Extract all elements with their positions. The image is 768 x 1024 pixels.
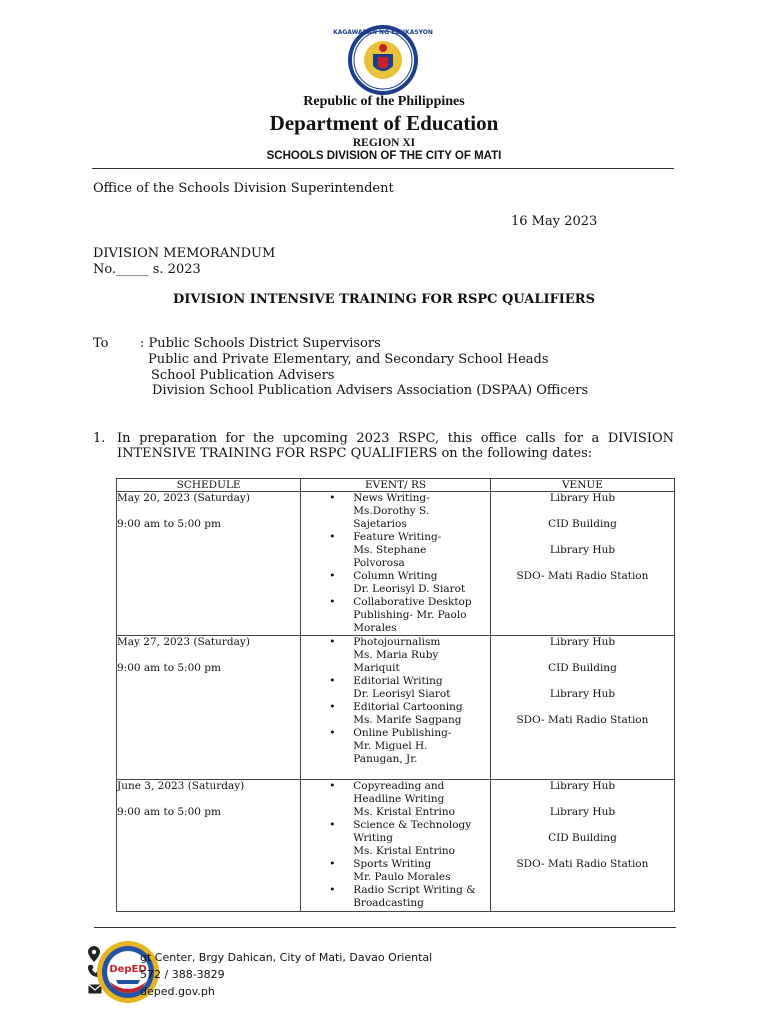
schedule-cell bbox=[117, 492, 301, 636]
venue-cell bbox=[490, 636, 674, 780]
office-line: Office of the Schools Division Superintendent bbox=[93, 181, 394, 196]
recipient-line: School Publication Advisers bbox=[151, 368, 335, 383]
table-row bbox=[117, 780, 675, 912]
schedule-date: May 27, 2023 (Saturday) bbox=[117, 636, 250, 648]
event-item: • Sports Writing Mr. Paulo Morales bbox=[353, 858, 490, 884]
venue-label: Library Hub bbox=[549, 492, 616, 504]
venue-label: SDO- Mati Radio Station bbox=[516, 858, 649, 870]
region-heading: REGION XI bbox=[352, 137, 416, 149]
schedule-cell bbox=[117, 780, 301, 912]
table-header-row bbox=[117, 479, 675, 492]
recipient-line: : Public Schools District Supervisors bbox=[140, 336, 381, 351]
event-item: • Editorial Writing Dr. Leorisyl Siarot bbox=[353, 675, 490, 701]
event-cell bbox=[301, 780, 491, 912]
event-item: • Feature Writing- Ms. Stephane Polvorosa bbox=[353, 531, 490, 570]
venue-label: CID Building bbox=[548, 662, 617, 674]
event-item: • Online Publishing- Mr. Miguel H. Panugan, Jr. bbox=[353, 727, 490, 766]
recipient-line: Division School Publication Advisers Association (DSPAA) Officers bbox=[152, 383, 589, 398]
venue-cell bbox=[490, 492, 674, 636]
footer-email[interactable]: deped.gov.ph bbox=[140, 985, 215, 998]
venue-label: SDO- Mati Radio Station bbox=[516, 714, 649, 726]
schedule-time: 9:00 am to 5:00 pm bbox=[117, 518, 221, 530]
event-item: • Collaborative Desktop Publishing- Mr. Paolo Morales bbox=[353, 596, 490, 635]
memo-number: No._____ s. 2023 bbox=[93, 262, 201, 277]
venue-label: Library Hub bbox=[549, 636, 616, 648]
event-item: • Photojournalism Ms. Maria Ruby Mariquit bbox=[353, 636, 490, 675]
event-item: • Copyreading and Headline Writing Ms. Kristal Entrino bbox=[353, 780, 490, 819]
deped-seal-logo bbox=[333, 24, 433, 96]
schedule-cell bbox=[117, 636, 301, 780]
event-item: • News Writing- Ms.Dorothy S. Sajetarios bbox=[353, 492, 490, 531]
venue-label: Library Hub bbox=[549, 544, 616, 556]
footer-address: gt Center, Brgy Dahican, City of Mati, Davao Oriental bbox=[140, 951, 433, 964]
recipient-line: Public and Private Elementary, and Secondary School Heads bbox=[148, 352, 549, 367]
schedule-date: June 3, 2023 (Saturday) bbox=[117, 780, 245, 792]
table-row bbox=[117, 492, 675, 636]
event-item: • Editorial Cartooning Ms. Marife Sagpang bbox=[353, 701, 490, 727]
event-item: • Column Writing Dr. Leorisyl D. Siarot bbox=[353, 570, 490, 596]
seal-lettering: KAGAWARAN NG EDUKASYON bbox=[333, 29, 433, 36]
footer-divider bbox=[94, 927, 676, 928]
paragraph-number: 1. bbox=[93, 431, 106, 446]
venue-label: CID Building bbox=[548, 832, 617, 844]
venue-label: Library Hub bbox=[549, 688, 616, 700]
venue-label: CID Building bbox=[548, 518, 617, 530]
venue-label: Library Hub bbox=[549, 780, 616, 792]
column-header-venue: VENUE bbox=[490, 479, 674, 492]
venue-label: SDO- Mati Radio Station bbox=[516, 570, 649, 582]
table-row bbox=[117, 636, 675, 780]
department-heading: Department of Education bbox=[269, 111, 499, 135]
paragraph-line: In preparation for the upcoming 2023 RSPC, this office calls for a DIVISION bbox=[117, 431, 674, 446]
event-item: • Radio Script Writing & Broadcasting bbox=[353, 884, 490, 910]
venue-label: Library Hub bbox=[549, 806, 616, 818]
event-cell bbox=[301, 636, 491, 780]
to-label: To bbox=[93, 336, 109, 351]
schedule-time: 9:00 am to 5:00 pm bbox=[117, 806, 221, 818]
footer-phone: 572 / 388-3829 bbox=[140, 968, 225, 981]
paragraph-line: INTENSIVE TRAINING FOR RSPC QUALIFIERS on the following dates: bbox=[117, 446, 593, 461]
event-item: • Science & Technology Writing Ms. Kristal Entrino bbox=[353, 819, 490, 858]
schedule-time: 9:00 am to 5:00 pm bbox=[117, 662, 221, 674]
memo-title: DIVISION MEMORANDUM bbox=[93, 246, 276, 261]
header-divider bbox=[92, 168, 674, 169]
division-heading: SCHOOLS DIVISION OF THE CITY OF MATI bbox=[266, 150, 502, 162]
memo-date: 16 May 2023 bbox=[511, 214, 598, 229]
schedule-date: May 20, 2023 (Saturday) bbox=[117, 492, 250, 504]
memo-subject: DIVISION INTENSIVE TRAINING FOR RSPC QUALIFIERS bbox=[173, 292, 595, 307]
deped-logo-text: DepED bbox=[109, 964, 147, 975]
republic-heading: Republic of the Philippines bbox=[303, 94, 465, 109]
column-header-event: EVENT/ RS bbox=[301, 479, 491, 492]
venue-cell bbox=[490, 780, 674, 912]
event-cell bbox=[301, 492, 491, 636]
column-header-schedule: SCHEDULE bbox=[117, 479, 301, 492]
schedule-table bbox=[116, 478, 675, 912]
